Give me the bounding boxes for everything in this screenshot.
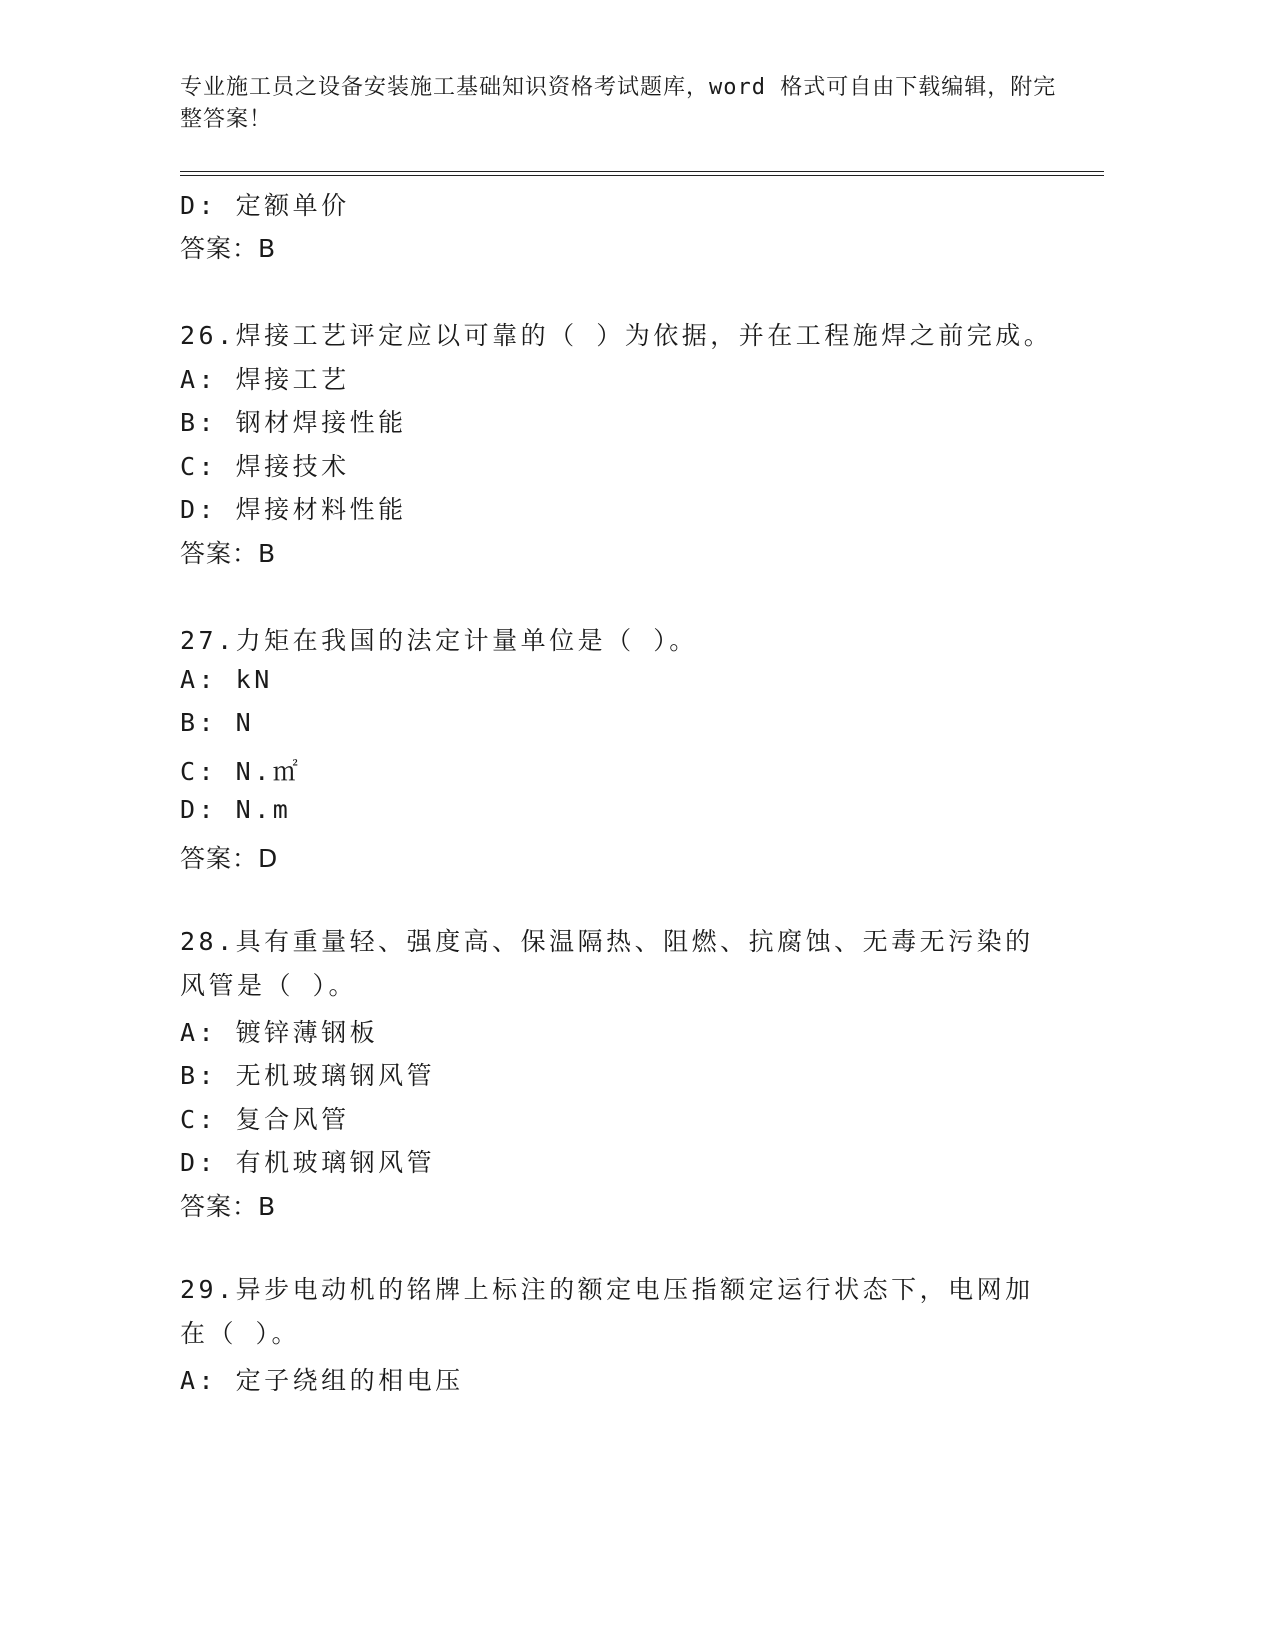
page-header: 专业施工员之设备安装施工基础知识资格考试题库，word 格式可自由下载编辑，附完整答案！: [180, 75, 1057, 132]
q28-option-c: C: 复合风管: [180, 1105, 350, 1134]
q29-option-a: A: 定子绕组的相电压: [180, 1366, 464, 1395]
q29-question: 29.异步电动机的铭牌上标注的额定电压指额定运行状态下，电网加在（ ）。: [180, 1275, 1034, 1348]
q26-option-d: D: 焊接材料性能: [180, 495, 407, 524]
q27-option-b: B: N: [180, 708, 255, 737]
q28-option-d: D: 有机玻璃钢风管: [180, 1148, 436, 1177]
header-divider: [180, 171, 1104, 172]
q26-option-b: B: 钢材焊接性能: [180, 408, 407, 437]
q26-question: 26.焊接工艺评定应以可靠的（ ）为依据，并在工程施焊之前完成。: [180, 321, 1053, 350]
q28-option-a: A: 镀锌薄钢板: [180, 1018, 379, 1047]
q27-option-a: A: kN: [180, 665, 273, 694]
q25-option-d: D: 定额单价: [180, 191, 350, 220]
q26-option-c: C: 焊接技术: [180, 452, 350, 481]
q28-question: 28.具有重量轻、强度高、保温隔热、阻燃、抗腐蚀、无毒无污染的风管是（ ）。: [180, 927, 1034, 1000]
q26-option-a: A: 焊接工艺: [180, 365, 350, 394]
q27-option-d: D: N.m: [180, 795, 292, 824]
q27-answer: 答案：D: [180, 844, 279, 873]
q27-question: 27.力矩在我国的法定计量单位是（ ）。: [180, 626, 698, 655]
q25-answer: 答案：B: [180, 234, 277, 263]
q26-answer: 答案：B: [180, 539, 277, 568]
q27-option-c: C: N.㎡: [180, 757, 302, 786]
q28-option-b: B: 无机玻璃钢风管: [180, 1061, 436, 1090]
header-divider-double: [180, 175, 1104, 176]
q28-answer: 答案：B: [180, 1192, 277, 1221]
